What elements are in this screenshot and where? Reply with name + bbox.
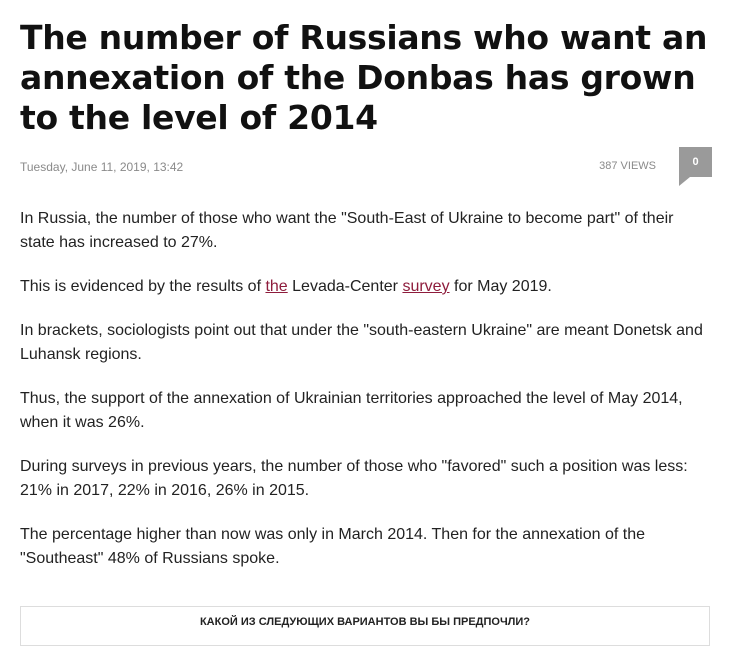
view-count: 387 VIEWS [599, 160, 656, 172]
paragraph: In Russia, the number of those who want the "South-East of Ukraine to become part" of their state has increased to 27%. [20, 210, 674, 251]
paragraph-text: for May 2019. [449, 278, 552, 295]
poll-widget [20, 606, 710, 646]
paragraph-text: This is evidenced by the results of [20, 278, 266, 295]
paragraph: The percentage higher than now was only in March 2014. Then for the annexation of the "Southeast" 48% of Russians spoke. [20, 526, 645, 567]
article-meta [20, 156, 712, 200]
paragraph [20, 275, 712, 299]
comment-count-badge[interactable] [679, 147, 712, 177]
article-body [20, 207, 712, 571]
paragraph-text: Levada-Center [287, 278, 403, 295]
paragraph: Thus, the support of the annexation of Ukrainian territories approached the level of May 2014, when it was 26%. [20, 390, 683, 431]
survey-link[interactable]: survey [402, 278, 450, 295]
article [20, 0, 712, 591]
source-link-the[interactable]: the [265, 278, 288, 295]
paragraph: During surveys in previous years, the number of those who "favored" such a position was less: 21% in 2017, 22% in 2016, 26% in 2015. [20, 458, 688, 499]
paragraph: In brackets, sociologists point out that under the "south-eastern Ukraine" are meant Donetsk and Luhansk regions. [20, 322, 703, 363]
poll-question: КАКОЙ ИЗ СЛЕДУЮЩИХ ВАРИАНТОВ ВЫ БЫ ПРЕДПОЧЛИ? [199, 616, 531, 628]
article-headline: The number of Russians who want an annexation of the Donbas has grown to the level of 2014 [20, 18, 708, 137]
comment-count: 0 [692, 156, 699, 168]
publish-date: Tuesday, June 11, 2019, 13:42 [20, 160, 184, 174]
